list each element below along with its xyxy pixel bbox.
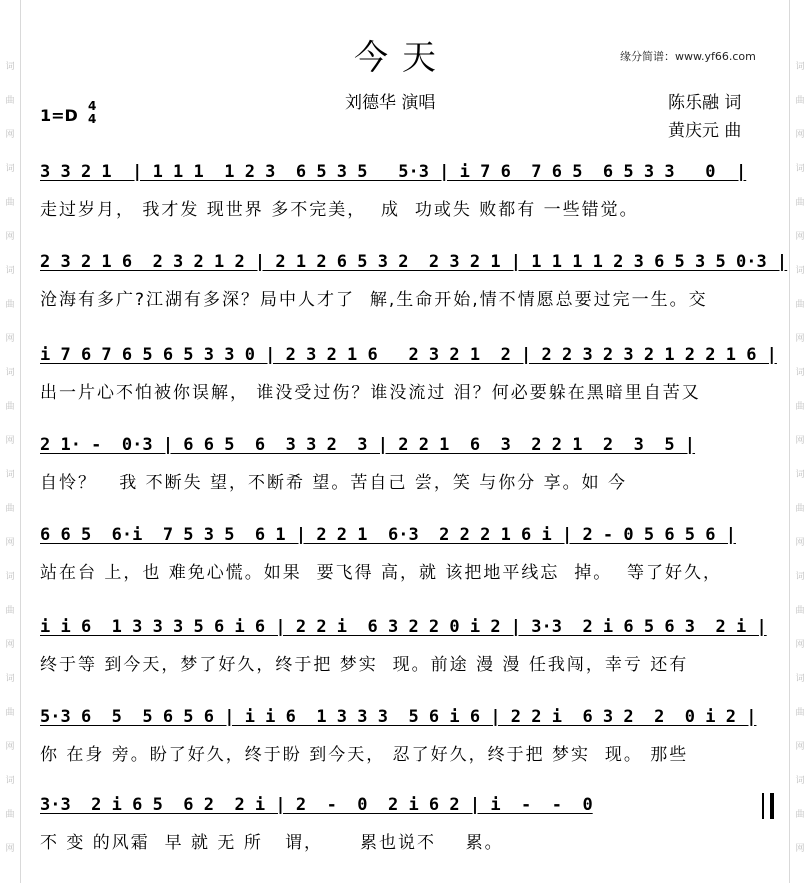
watermark-char: 词	[795, 776, 805, 786]
watermark-char: 词	[5, 572, 15, 582]
watermark-char: 网	[795, 640, 805, 650]
notation-line: i i 6 1 3 3 3 5 6 i 6 | 2 2 i 6 3 2 2 0 i 2 | 3·3 2 i 6 5 6 3 2 i |	[40, 617, 767, 637]
watermark-char: 曲	[5, 810, 15, 820]
lyricist-credit: 陈乐融 词	[668, 93, 742, 113]
watermark-char: 词	[5, 368, 15, 378]
watermark-char: 曲	[795, 810, 805, 820]
watermark-char: 网	[5, 334, 15, 344]
watermark-char: 网	[5, 742, 15, 752]
watermark-char: 曲	[5, 606, 15, 616]
watermark-char: 网	[5, 130, 15, 140]
lyric-line: 走过岁月， 我才发 现世界 多不完美， 成 功或失 败都有 一些错觉。	[40, 200, 639, 220]
site-url: 缘分简谱：www.yf66.com	[620, 50, 756, 63]
watermark-char: 词	[795, 470, 805, 480]
watermark-char: 曲	[5, 96, 15, 106]
right-watermark-strip	[789, 0, 810, 883]
watermark-char: 曲	[795, 504, 805, 514]
watermark-char: 词	[795, 62, 805, 72]
time-signature-bottom: 4	[88, 112, 97, 126]
lyric-line: 你 在身 旁。盼了好久，终于盼 到今天， 忍了好久，终于把 梦实 现。 那些	[40, 745, 689, 765]
left-watermark-strip	[0, 0, 21, 883]
watermark-char: 曲	[5, 300, 15, 310]
watermark-char: 网	[5, 436, 15, 446]
notation-line: i 7 6 7 6 5 6 5 3 3 0 | 2 3 2 1 6 2 3 2 1 2 | 2 2 3 2 3 2 1 2 2 1 6 |	[40, 345, 777, 365]
watermark-char: 网	[795, 844, 805, 854]
final-barline	[762, 793, 774, 819]
watermark-char: 曲	[5, 198, 15, 208]
watermark-char: 词	[5, 266, 15, 276]
song-title: 今天	[354, 38, 450, 78]
watermark-char: 词	[5, 776, 15, 786]
watermark-char: 曲	[795, 198, 805, 208]
singer-credit: 刘德华 演唱	[345, 93, 436, 113]
watermark-char: 词	[795, 368, 805, 378]
watermark-char: 曲	[795, 606, 805, 616]
watermark-char: 曲	[795, 96, 805, 106]
lyric-line: 不 变 的风霜 早 就 无 所 谓， 累也说不 累。	[40, 833, 504, 853]
watermark-char: 词	[5, 470, 15, 480]
watermark-char: 曲	[795, 402, 805, 412]
watermark-char: 网	[795, 130, 805, 140]
watermark-char: 曲	[5, 504, 15, 514]
watermark-char: 词	[5, 164, 15, 174]
watermark-char: 曲	[795, 300, 805, 310]
watermark-char: 网	[795, 334, 805, 344]
notation-line: 6 6 5 6·i 7 5 3 5 6 1 | 2 2 1 6·3 2 2 2 1 6 i | 2 - 0 5 6 5 6 |	[40, 525, 736, 545]
time-signature	[88, 100, 96, 126]
watermark-char: 词	[795, 572, 805, 582]
lyric-line: 出一片心不怕被你误解， 谁没受过伤？谁没流过 泪？何必要躲在黑暗里自苦又	[40, 383, 701, 403]
notation-line: 2 1· - 0·3 | 6 6 5 6 3 3 2 3 | 2 2 1 6 3 2 2 1 2 3 5 |	[40, 435, 696, 455]
watermark-char: 词	[795, 266, 805, 276]
notation-line: 3·3 2 i 6 5 6 2 2 i | 2 - 0 2 i 6 2 | i - - 0	[40, 795, 593, 815]
notation-line: 2 3 2 1 6 2 3 2 1 2 | 2 1 2 6 5 3 2 2 3 2 1 | 1 1 1 1 2 3 6 5 3 5 0·3 |	[40, 252, 788, 272]
watermark-char: 词	[795, 164, 805, 174]
lyric-line: 站在台 上，也 难免心慌。如果 要飞得 高，就 该把地平线忘 掉。 等了好久，	[40, 563, 723, 583]
watermark-char: 网	[5, 640, 15, 650]
key-signature: 1=D	[40, 106, 78, 125]
notation-line: 3 3 2 1 | 1 1 1 1 2 3 6 5 3 5 5·3 | i 7 6 7 6 5 6 5 3 3 0 |	[40, 162, 747, 182]
watermark-char: 词	[795, 674, 805, 684]
lyric-line: 沧海有多广?江湖有多深？局中人才了 解,生命开始,情不情愿总要过完一生。交	[40, 290, 708, 310]
watermark-char: 网	[795, 538, 805, 548]
composer-credit: 黄庆元 曲	[668, 121, 742, 141]
watermark-char: 词	[5, 62, 15, 72]
lyric-line: 自怜？ 我 不断失 望，不断希 望。苦自己 尝，笑 与你分 享。如 今	[40, 473, 628, 493]
notation-line: 5·3 6 5 5 6 5 6 | i i 6 1 3 3 3 5 6 i 6 | 2 2 i 6 3 2 2 0 i 2 |	[40, 707, 757, 727]
time-signature-top: 4	[88, 99, 97, 113]
watermark-char: 网	[5, 232, 15, 242]
watermark-char: 网	[795, 232, 805, 242]
watermark-char: 网	[795, 742, 805, 752]
watermark-char: 词	[5, 674, 15, 684]
lyric-line: 终于等 到今天，梦了好久，终于把 梦实 现。前途 漫 漫 任我闯，幸亏 还有	[40, 655, 689, 675]
watermark-char: 网	[5, 538, 15, 548]
watermark-char: 曲	[5, 402, 15, 412]
watermark-char: 曲	[795, 708, 805, 718]
watermark-char: 网	[795, 436, 805, 446]
watermark-char: 曲	[5, 708, 15, 718]
watermark-char: 网	[5, 844, 15, 854]
